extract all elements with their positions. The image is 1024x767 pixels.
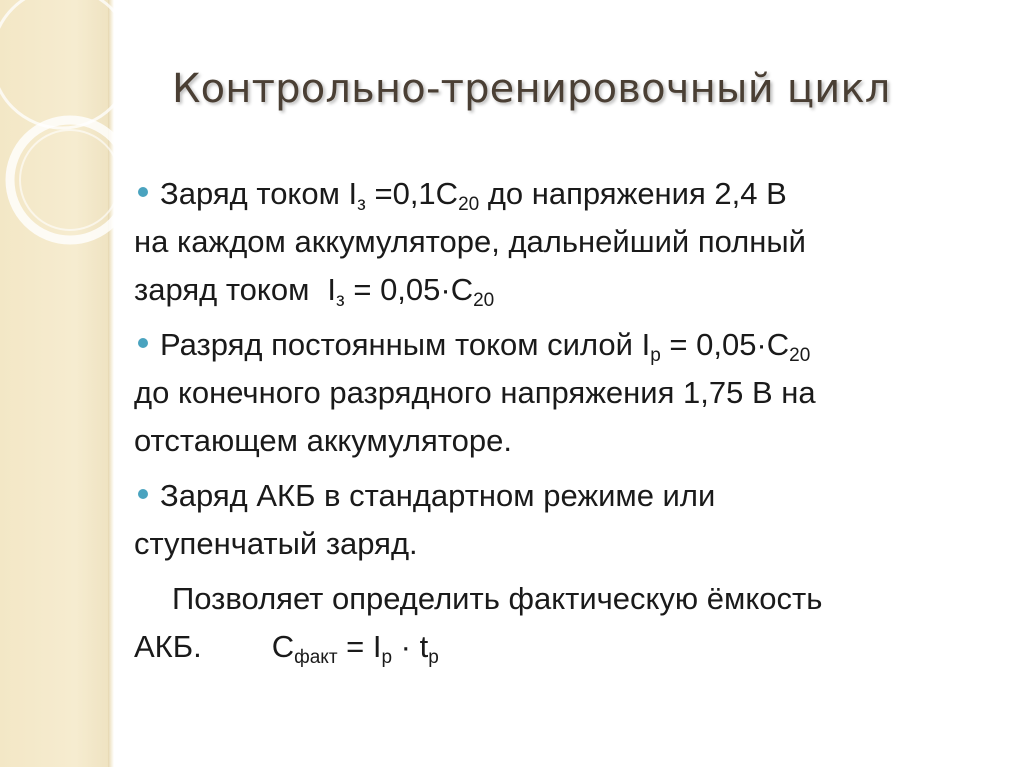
bullet-item-1 <box>134 170 1014 314</box>
bullet-1-line-3: заряд током $I_з = 0,05\cdot С_{20}$ <box>134 272 495 311</box>
paragraph-line-2: АКБ. $С_{факт} = I_р \cdot t_р$ <box>134 629 439 668</box>
closing-paragraph <box>134 575 1014 671</box>
bullet-item-3 <box>134 472 1014 568</box>
decorative-circles <box>0 0 140 260</box>
bullet-item-2 <box>134 321 1014 465</box>
bullet-dot-icon <box>138 489 148 499</box>
bullet-dot-icon <box>138 338 148 348</box>
bullet-1-line-2: на каждом аккумуляторе, дальнейший полный <box>134 224 806 259</box>
bullet-2-line-2: до конечного разрядного напряжения 1,75 В на <box>134 375 816 410</box>
capacity-formula: $С_{факт} = I_р \cdot t_р$ <box>271 629 439 668</box>
bullet-2-line-1: Разряд постоянным током силой $I_р = 0,05\cdot С_{20}$ <box>134 321 1014 369</box>
bullet-dot-icon <box>138 187 148 197</box>
bullet-3-line-1: Заряд АКБ в стандартном режиме или <box>134 472 1014 520</box>
bullet-3-line-2: ступенчатый заряд. <box>134 526 418 561</box>
slide-content <box>134 170 1014 678</box>
bullet-1-line-1: Заряд током $I_з =0,1С_{20}$ до напряжения 2,4 В <box>134 170 1014 218</box>
slide-title: Контрольно-тренировочный цикл <box>172 66 891 112</box>
bullet-2-line-3: отстающем аккумуляторе. <box>134 423 512 458</box>
paragraph-line-1: Позволяет определить фактическую ёмкость <box>172 581 823 616</box>
